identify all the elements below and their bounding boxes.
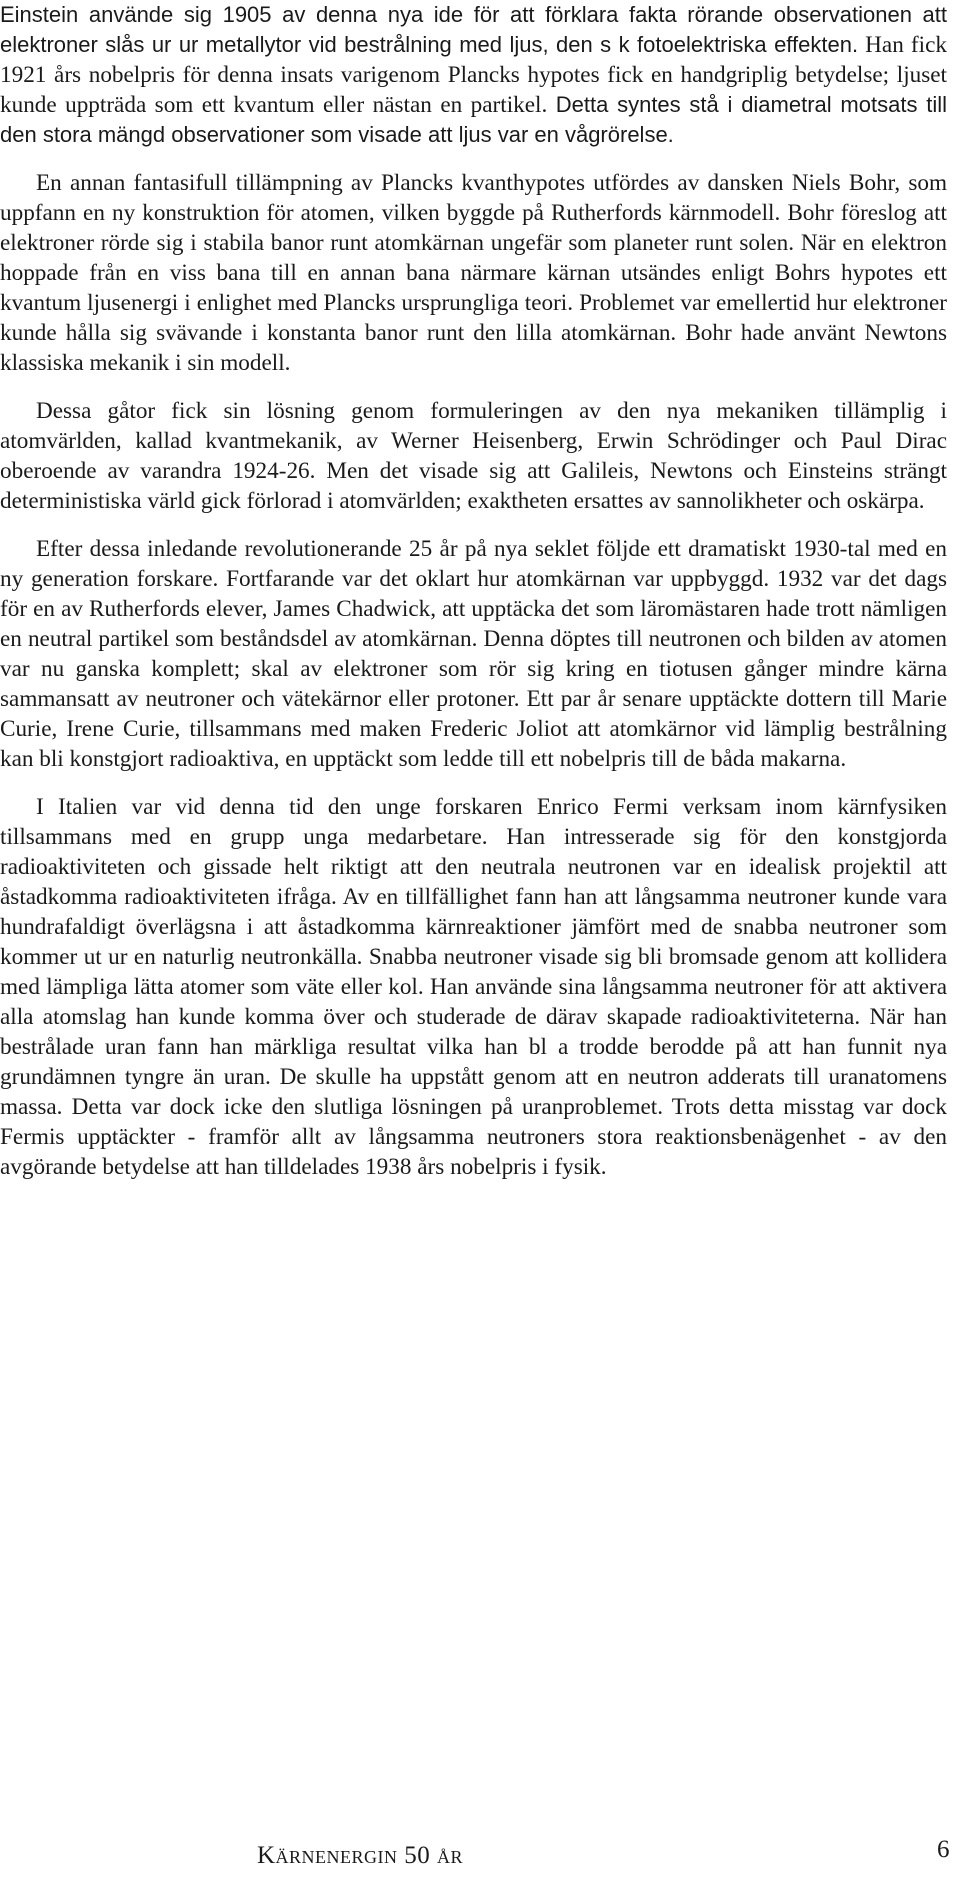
text-run: Efter dessa inledande revolutionerande 25 år på nya seklet följde ett dramatiskt 1930-tal med en ny generation forskare. Fortfarande var det oklart hur atomkärnan var uppbyggd. 1932 var det dags för en av Rutherfords elever, James Chadwick, att upptäcka det som läromästaren hade trott nämligen en neutral partikel som beståndsdel av atomkärnan. Denna döptes till neutronen och bilden av atomen var nu ganska komplett; skal av elektroner som rör sig kring en tiotusen gånger mindre kärna sammansatt av neutroner och vätekärnor eller protoner. Ett par år senare upptäckte dottern till Marie Curie, Irene Curie, tillsammans med maken Frederic Joliot att atomkärnor vid lämplig bestrålning kan bli konstgjort radioaktiva, en upptäckt som ledde till ett nobelpris till de båda makarna.: [0, 536, 947, 772]
paragraph: [0, 0, 947, 150]
running-title: Kärnenergin 50 år: [257, 1842, 464, 1869]
paragraph: [0, 168, 947, 378]
text-run: Han fick 1921 års nobelpris för denna insats varigenom Plancks hypotes fick en handgriplig betydelse; ljuset kunde uppträda som ett kvantum eller nästan en partikel.: [0, 32, 947, 118]
paragraph: [0, 396, 947, 516]
page-number: 6: [937, 1836, 950, 1863]
text-run: Detta syntes stå i diametral motsats till den stora mängd observationer som visade att ljus var en vågrörelse.: [0, 92, 947, 147]
text-run: En annan fantasifull tillämpning av Plancks kvanthypotes utfördes av dansken Niels Bohr, som uppfann en ny konstruktion för atomen, vilken byggde på Rutherfords kärnmodell. Bohr föreslog att elektroner rörde sig i stabila banor runt atomkärnan ungefär som planeter runt solen. När en elektron hoppade från en viss bana till en annan bana närmare kärnan utsändes enligt Bohrs hypotes ett kvantum ljusenergi i enlighet med Plancks ursprungliga teori. Problemet var emellertid hur elektroner kunde hålla sig svävande i konstanta banor runt den lilla atomkärnan. Bohr hade använt Newtons klassiska mekanik i sin modell.: [0, 170, 947, 376]
paragraph: [0, 792, 947, 1182]
page-footer: [0, 1836, 960, 1876]
text-run: Einstein använde sig 1905 av denna nya ide för att förklara fakta rörande observationen att elektroner slås ur ur metallytor vid bestrålning med ljus, den s k fotoelektriska effekten.: [0, 2, 947, 57]
text-run: Dessa gåtor fick sin lösning genom formuleringen av den nya mekaniken tillämplig i atomvärlden, kallad kvantmekanik, av Werner Heisenberg, Erwin Schrödinger och Paul Dirac oberoende av varandra 1924-26. Men det visade sig att Galileis, Newtons och Einsteins strängt deterministiska värld gick förlorad i atomvärlden; exaktheten ersattes av sannolikheter och oskärpa.: [0, 398, 947, 514]
text-run: I Italien var vid denna tid den unge forskaren Enrico Fermi verksam inom kärnfysiken tillsammans med en grupp unga medarbetare. Han intresserade sig för den konstgjorda radioaktiviteten och gissade helt riktigt att den neutrala neutronen var en idealisk projektil att åstadkomma radioaktiviteten ifråga. Av en tillfällighet fann han att långsamma neutroner kunde vara hundrafaldigt överlägsna i att åstadkomma kärnreaktioner jämfört med de snabba neutroner som kommer ut ur en naturlig neutronkälla. Snabba neutroner visade sig bli bromsade genom att kollidera med lämpliga lätta atomer som väte eller kol. Han använde sina långsamma neutroner för att aktivera alla atomslag han kunde komma över och studerade de därav skapade radioaktiviteterna. När han bestrålade uran fann han märkliga resultat vilka han bl a trodde berodde på att han funnit nya grundämnen tyngre än uran. De skulle ha uppstått genom att en neutron adderats till uranatomens massa. Detta var dock icke den slutliga lösningen på uranproblemet. Trots detta misstag var dock Fermis upptäckter - framför allt av långsamma neutroners stora reaktionsbenägenhet - av den avgörande betydelse att han tilldelades 1938 års nobelpris i fysik.: [0, 794, 947, 1180]
paragraph: [0, 534, 947, 774]
